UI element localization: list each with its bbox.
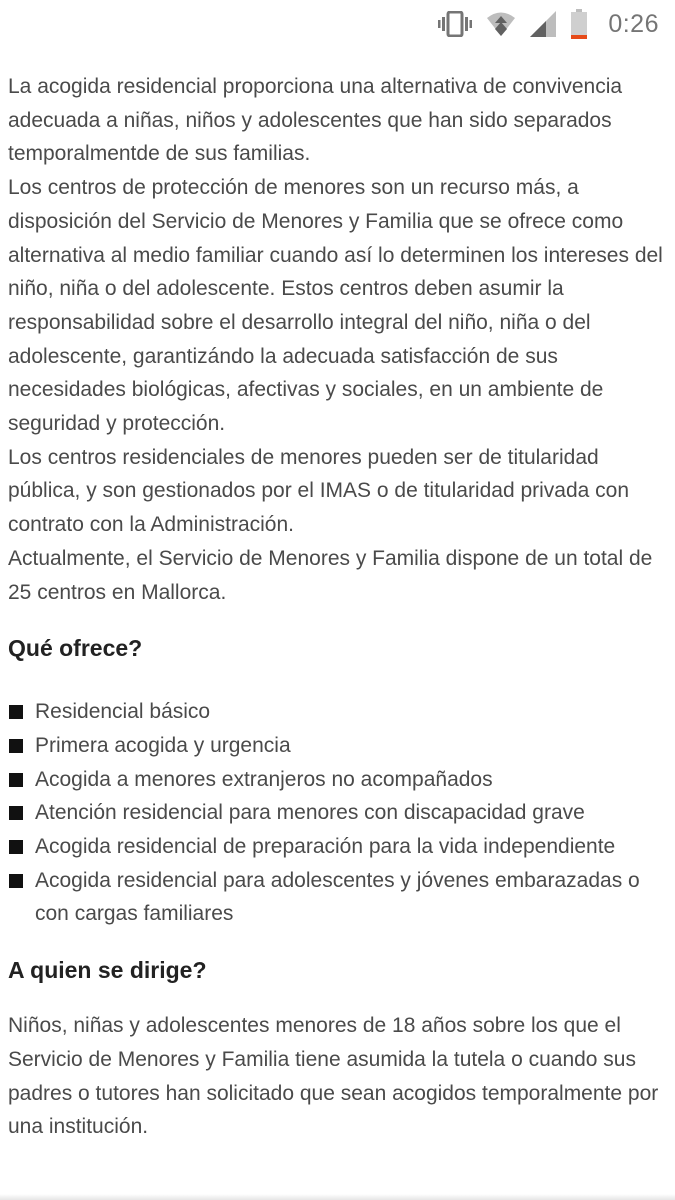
battery-low-icon	[570, 9, 588, 39]
square-bullet-icon	[9, 705, 23, 719]
square-bullet-icon	[9, 840, 23, 854]
list-item	[8, 864, 668, 931]
list-item-label: Residencial básico	[35, 700, 211, 724]
square-bullet-icon	[9, 874, 23, 888]
list-item-label: Acogida residencial de preparación para la vida independiente	[35, 835, 616, 859]
offers-heading: Qué ofrece?	[8, 635, 143, 662]
ownership-paragraph: Los centros residenciales de menores pueden ser de titularidad pública, y son gestionados por el IMAS o de titularidad privada con contrato con la Administración.	[8, 445, 630, 537]
list-item-label: Atención residencial para menores con discapacidad grave	[35, 801, 585, 825]
wifi-icon	[486, 11, 516, 37]
intro-paragraph: La acogida residencial proporciona una alternativa de convivencia adecuada a niñas, niños y adolescentes que han sido separados temporalmentde de sus familias.	[8, 75, 623, 166]
list-item-label: Acogida a menores extranjeros no acompañados	[35, 767, 493, 791]
square-bullet-icon	[9, 773, 23, 787]
list-item	[8, 796, 668, 830]
list-item	[8, 830, 668, 864]
status-icons	[438, 8, 659, 40]
square-bullet-icon	[9, 806, 23, 820]
list-item-label: Primera acogida y urgencia	[35, 733, 291, 757]
clock: 0:26	[608, 9, 659, 38]
audience-heading: A quien se dirige?	[8, 957, 207, 984]
list-item	[8, 729, 668, 763]
list-item	[8, 695, 668, 729]
list-item-label: Acogida residencial para adolescentes y jóvenes embarazadas o con cargas familiares	[35, 868, 640, 926]
list-item	[8, 763, 668, 797]
offers-list	[8, 695, 668, 931]
cell-signal-icon	[530, 11, 556, 37]
vibrate-icon	[438, 11, 472, 37]
status-bar	[0, 0, 675, 48]
article-content	[8, 70, 668, 1144]
bottom-edge-shadow	[0, 1194, 675, 1200]
audience-paragraph: Niños, niñas y adolescentes menores de 18 años sobre los que el Servicio de Menores y Familia tiene asumida la tutela o cuando sus padres o tutores han solicitado que sean acogidos temporalmente por una institución.	[8, 1014, 659, 1139]
centers-count-paragraph: Actualmente, el Servicio de Menores y Familia dispone de un total de 25 centros en Mallorca.	[8, 546, 653, 604]
protection-centers-paragraph: Los centros de protección de menores son un recurso más, a disposición del Servicio de Menores y Familia que se ofrece como alternativa al medio familiar cuando así lo determinen los intereses del niño, niña o del adolescente. Estos centros deben asumir la responsabilidad sobre el desarrollo integral del niño, niña o del adolescente, garantizándo la adecuada satisfacción de sus necesidades biológicas, afectivas y sociales, en un ambiente de seguridad y protección.	[8, 176, 663, 436]
square-bullet-icon	[9, 739, 23, 753]
